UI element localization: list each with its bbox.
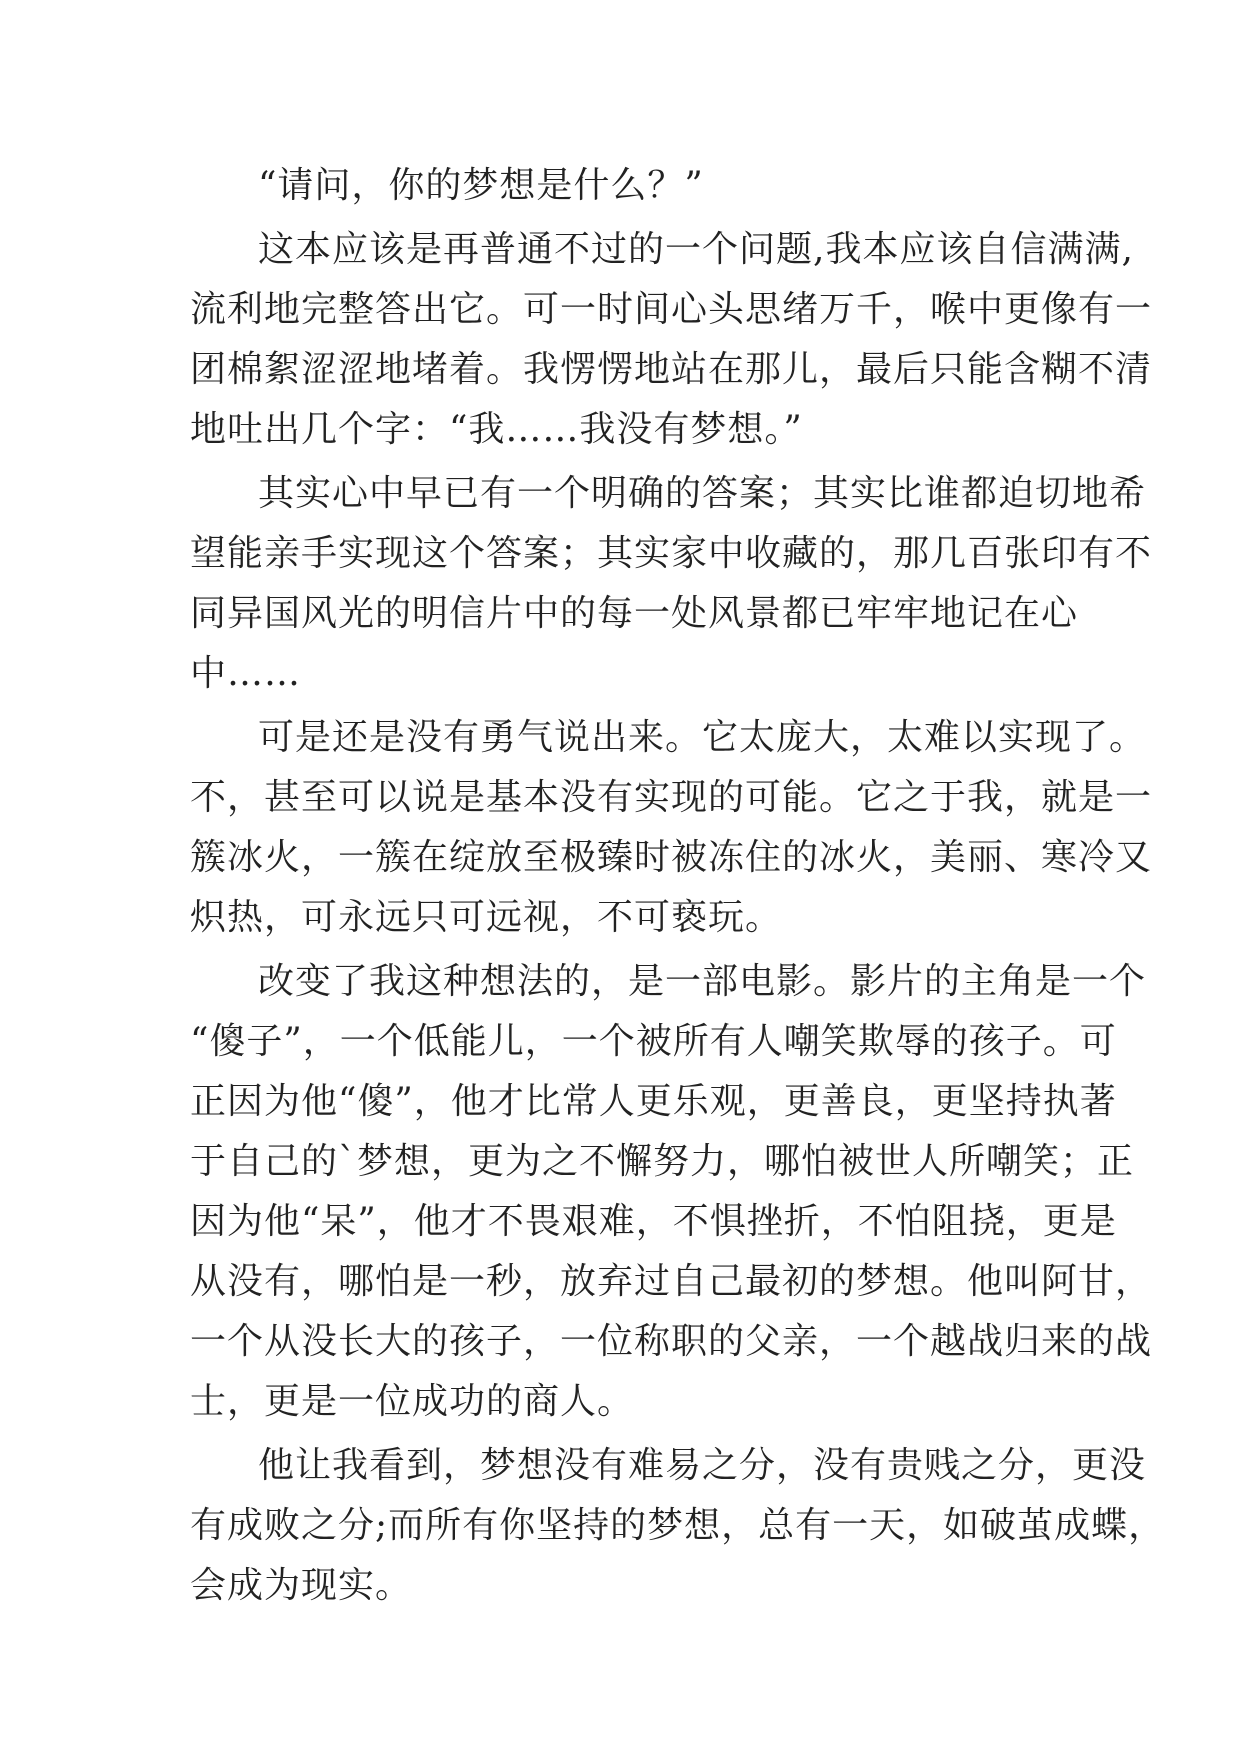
text-line: 团棉絮涩涩地堵着。我愣愣地站在那儿，最后只能含糊不清	[190, 349, 1153, 390]
text-line: 一个从没长大的孩子，一位称职的父亲，一个越战归来的战	[190, 1321, 1153, 1362]
text-line: 望能亲手实现这个答案；其实家中收藏的，那几百张印有不	[190, 533, 1153, 574]
text-line: 正因为他“傻”，他才比常人更乐观，更善良，更坚持执著	[190, 1081, 1117, 1122]
text-line: 同异国风光的明信片中的每一处风景都已牢牢地记在心	[190, 593, 1079, 634]
text-line: 中……	[190, 653, 302, 694]
text-line: 流利地完整答出它。可一时间心头思绪万千，喉中更像有一	[190, 289, 1153, 330]
paragraph-conclusion	[190, 1436, 1166, 1616]
text-line: 从没有，哪怕是一秒，放弃过自己最初的梦想。他叫阿甘，	[190, 1261, 1153, 1302]
paragraph-question	[190, 156, 1090, 216]
paragraph-secret-answer	[190, 464, 1153, 704]
text-line: 炽热，可永远只可远视，不可亵玩。	[190, 897, 783, 938]
paragraph-movie	[190, 952, 1153, 1432]
text-line: 因为他“呆”，他才不畏艰难，不惧挫折，不怕阻挠，更是	[190, 1201, 1117, 1242]
text-line: 士，更是一位成功的商人。	[190, 1381, 635, 1422]
text-line: “请问，你的梦想是什么？”	[258, 165, 704, 206]
text-line: 于自己的`梦想，更为之不懈努力，哪怕被世人所嘲笑；正	[190, 1141, 1135, 1182]
text-line: 簇冰火，一簇在绽放至极臻时被冻住的冰火，美丽、寒冷又	[190, 837, 1153, 878]
text-line: 有成败之分;而所有你坚持的梦想，总有一天，如破茧成蝶，	[190, 1505, 1166, 1546]
text-line: 地吐出几个字：“我……我没有梦想。”	[190, 409, 803, 450]
text-line: 可是还是没有勇气说出来。它太庞大，太难以实现了。	[258, 717, 1147, 758]
text-line: 会成为现实。	[190, 1565, 413, 1606]
document-body	[190, 156, 1166, 1616]
text-line: 他让我看到，梦想没有难易之分，没有贵贱之分，更没	[258, 1445, 1147, 1486]
text-line: 其实心中早已有一个明确的答案；其实比谁都迫切地希	[258, 473, 1147, 514]
text-line: 改变了我这种想法的，是一部电影。影片的主角是一个	[258, 961, 1147, 1002]
paragraph-hesitation	[190, 220, 1153, 460]
text-line: 不，甚至可以说是基本没有实现的可能。它之于我，就是一	[190, 777, 1153, 818]
text-line: “傻子”，一个低能儿，一个被所有人嘲笑欺辱的孩子。可	[190, 1021, 1117, 1062]
paragraph-no-courage	[190, 708, 1153, 948]
text-line: 这本应该是再普通不过的一个问题,我本应该自信满满,	[258, 229, 1134, 270]
